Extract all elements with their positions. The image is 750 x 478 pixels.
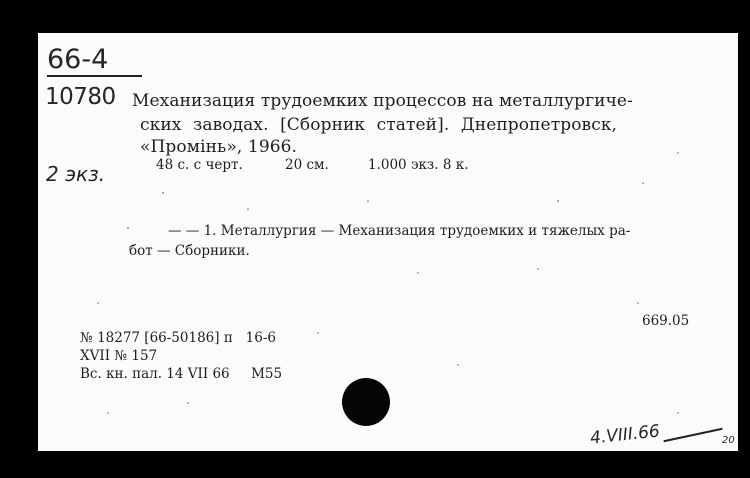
title-line-1: Механизация трудоемких процессов на металлургиче-	[132, 91, 633, 111]
collation-print-run: 1.000 экз. 8 к.	[368, 157, 469, 173]
collation-pages: 48 с. с черт.	[156, 157, 243, 173]
registry-line-2: XVII № 157	[80, 348, 158, 364]
paper-specks	[38, 33, 738, 451]
accession-number: 10780	[45, 84, 116, 110]
corner-mark: 20	[722, 435, 735, 446]
subject-line-2: бот — Сборники.	[129, 243, 250, 259]
shelf-mark: 66-4	[47, 44, 109, 75]
registry-line-3: Вс. кн. пал. 14 VII 66 M55	[80, 366, 283, 382]
title-line-2: ских заводах. [Сборник статей]. Днепропетровск,	[140, 115, 618, 135]
title-line-3: «Промінь», 1966.	[140, 137, 298, 157]
collation-size: 20 см.	[285, 157, 329, 173]
subject-line-1: — — 1. Металлургия — Механизация трудоемких и тяжелых ра-	[168, 223, 631, 239]
copies-note: 2 экз.	[46, 162, 106, 186]
registry-line-1: № 18277 [66-50186] п 16-6	[80, 330, 277, 346]
classification-number: 669.05	[642, 313, 690, 329]
date-stamp: 4.VIII.66	[589, 421, 661, 449]
catalog-card	[38, 33, 738, 451]
